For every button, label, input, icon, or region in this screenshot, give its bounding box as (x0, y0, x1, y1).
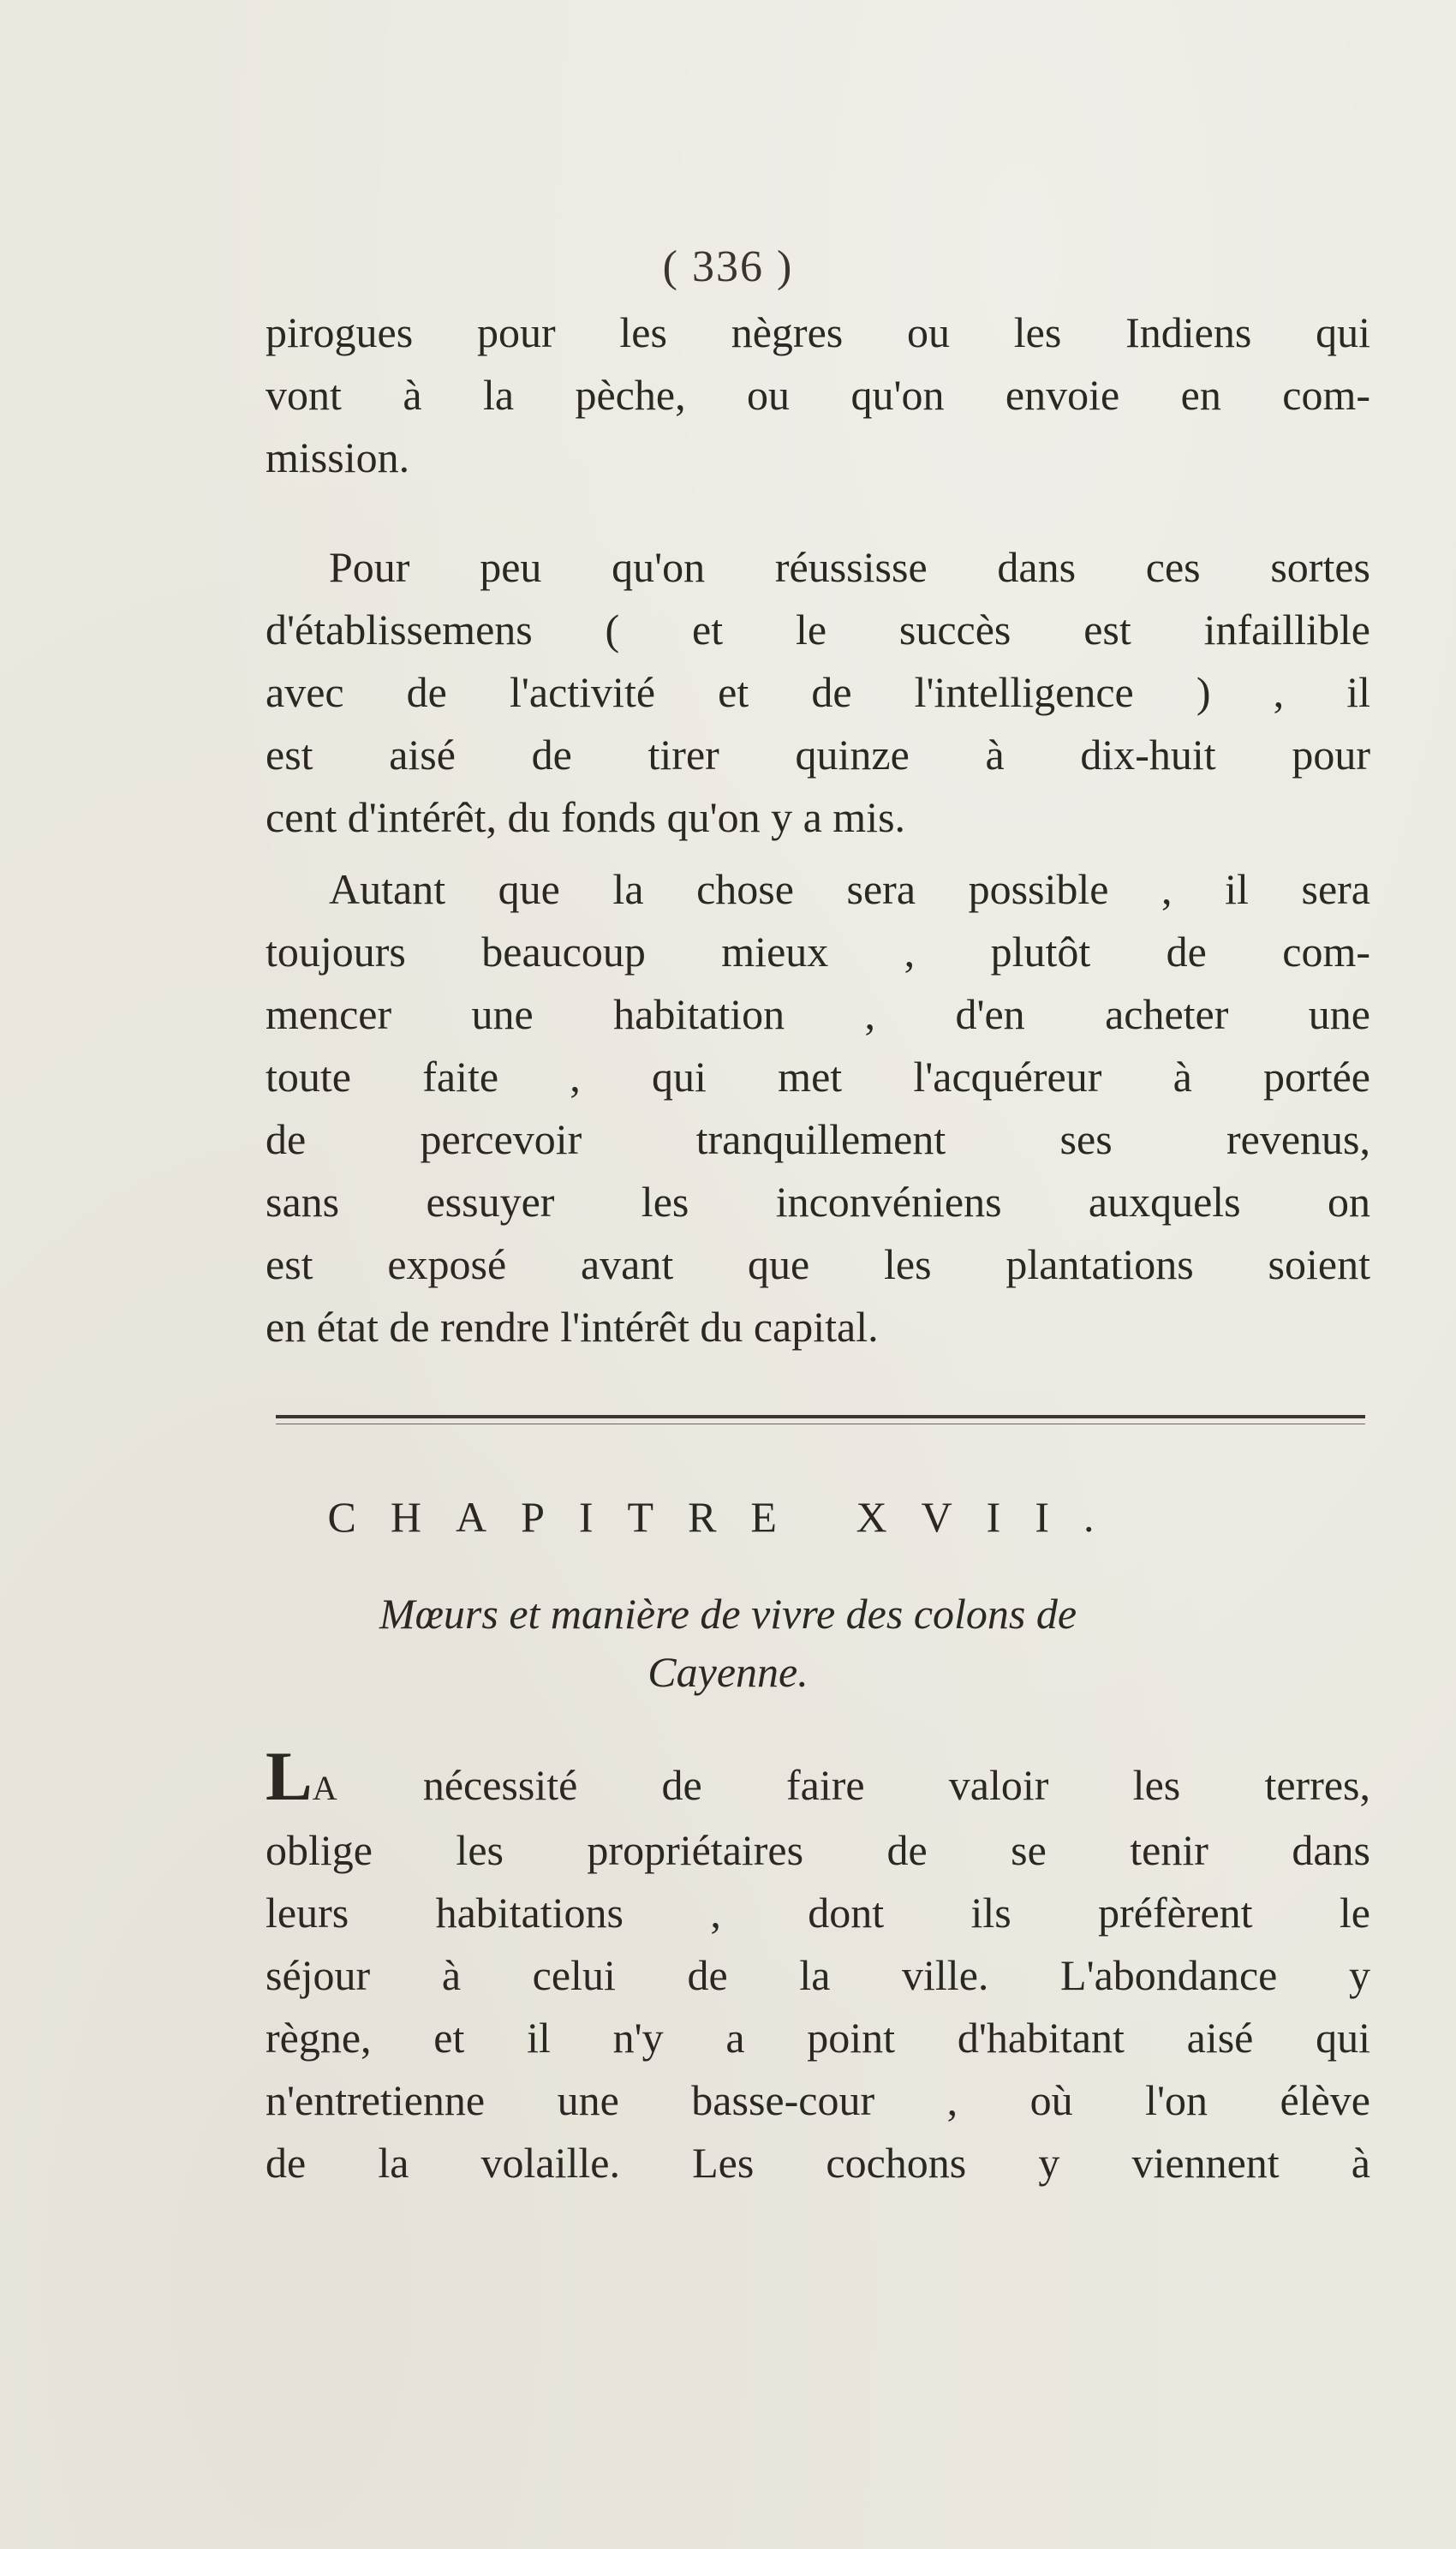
text-line: en état de rendre l'intérêt du capital. (266, 1303, 879, 1351)
chapter-subtitle (0, 1585, 1456, 1701)
text-line: toute faite , qui met l'acquéreur à portée (266, 1053, 1370, 1101)
text-line-opening (266, 1737, 1370, 1819)
chapter-heading: CHAPITRE XVII. (327, 1493, 1129, 1541)
paragraph-4 (266, 1737, 1370, 2194)
text-line: avec de l'activité et de l'intelligence ) , il (266, 668, 1370, 716)
text-fragment: nécessité de faire valoir les terres, (422, 1761, 1370, 1809)
text-line: séjour à celui de la ville. L'abondance y (266, 1951, 1370, 1999)
text-line: toujours beaucoup mieux , plutôt de com- (266, 928, 1370, 976)
drop-cap: L (266, 1737, 313, 1815)
text-line: est aisé de tirer quinze à dix-huit pour (266, 731, 1370, 779)
text-line: de percevoir tranquillement ses revenus, (266, 1115, 1370, 1163)
subtitle-line: Cayenne. (647, 1648, 809, 1696)
text-line: cent d'intérêt, du fonds qu'on y a mis. (266, 793, 906, 841)
text-line: leurs habitations , dont ils préfèrent le (266, 1889, 1370, 1937)
text-line: de la volaille. Les cochons y viennent à (266, 2139, 1370, 2187)
text-line: vont à la pèche, ou qu'on envoie en com- (266, 371, 1370, 419)
text-line: n'entretienne une basse-cour , où l'on élève (266, 2076, 1370, 2124)
text-line: d'établissemens ( et le succès est infaillible (266, 606, 1370, 654)
text-line: mencer une habitation , d'en acheter une (266, 990, 1370, 1038)
text-line: mission. (266, 433, 410, 481)
text-line: est exposé avant que les plantations soient (266, 1240, 1370, 1288)
text-line: oblige les propriétaires de se tenir dans (266, 1826, 1370, 1874)
text-line: Autant que la chose sera possible , il sera (329, 865, 1370, 913)
text-line: Pour peu qu'on réussisse dans ces sortes (329, 543, 1370, 591)
text-line: pirogues pour les nègres ou les Indiens qui (266, 308, 1370, 356)
paragraph-2 (266, 536, 1370, 849)
paragraph-1 (266, 301, 1370, 489)
page-number: ( 336 ) (662, 242, 794, 291)
small-cap: A (312, 1769, 339, 1807)
text-line: sans essuyer les inconvéniens auxquels on (266, 1178, 1370, 1226)
section-divider-rule (276, 1415, 1365, 1424)
subtitle-line: Mœurs et manière de vivre des colons de (379, 1590, 1077, 1638)
text-line: règne, et il n'y a point d'habitant aisé qui (266, 2014, 1370, 2062)
paragraph-3 (266, 858, 1370, 1358)
